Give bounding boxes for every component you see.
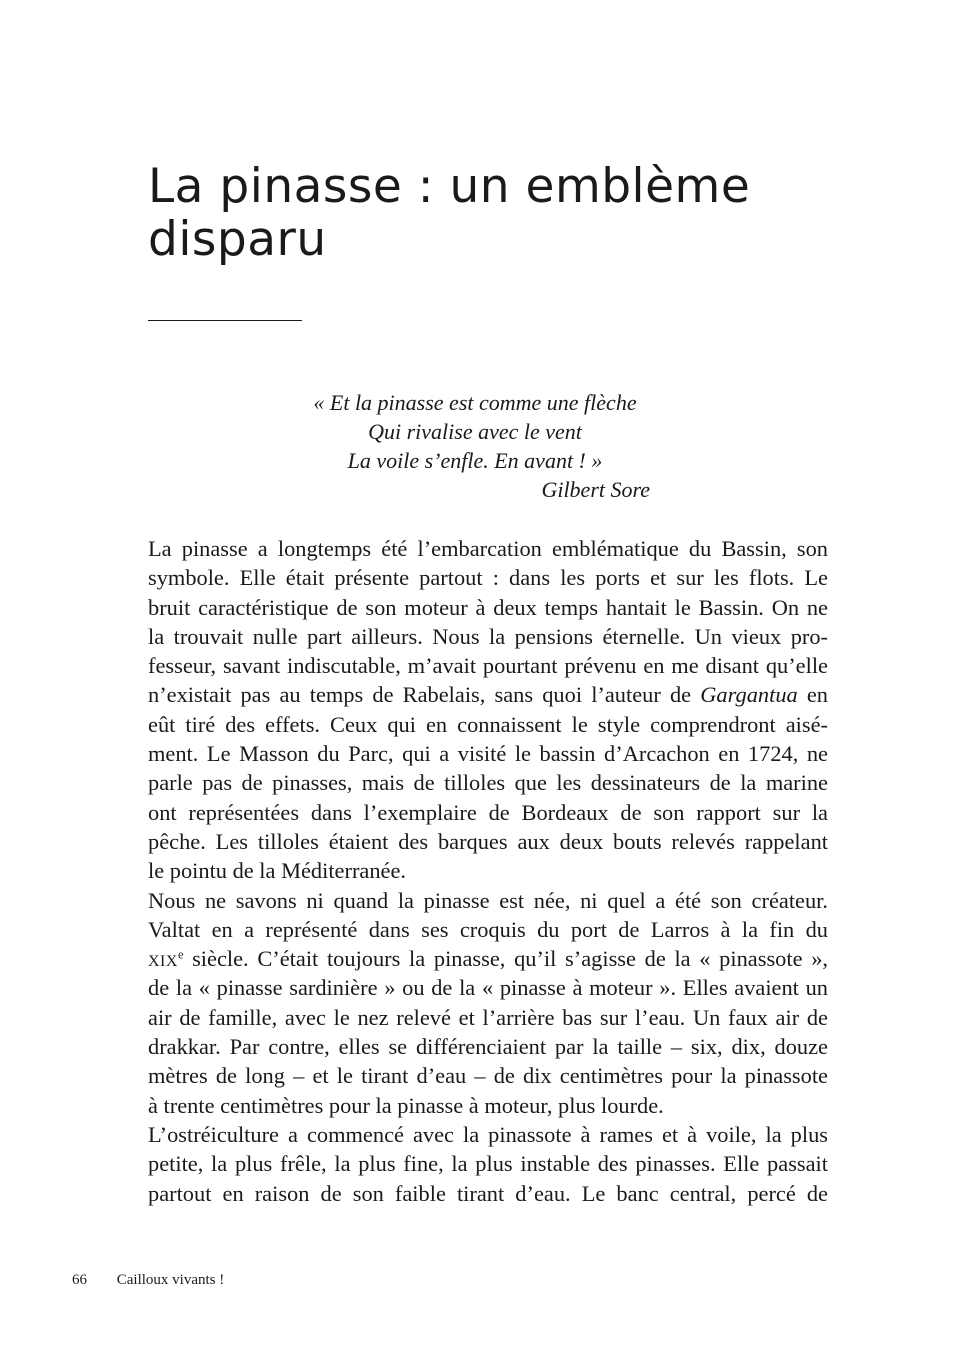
chapter-title-line-2: disparu bbox=[148, 212, 327, 267]
epigraph-line: « Et la pinasse est comme une flèche bbox=[313, 390, 637, 415]
body-line: partout en raison de son faible tirant d’eau. Le banc central, percé de bbox=[148, 1180, 828, 1206]
body-line: la trouvait nulle part ailleurs. Nous la pensions éternelle. Un vieux pro- bbox=[148, 623, 828, 649]
body-line: ment. Le Masson du Parc, qui a visité le bassin d’Arcachon en 1724, ne bbox=[148, 741, 828, 767]
epigraph-author: Gilbert Sore bbox=[541, 477, 650, 502]
body-line: Valtat en a représenté dans ses croquis du port de Larros à la fin du bbox=[148, 916, 828, 942]
body-line: air de famille, avec le nez relevé et l’arrière bas sur l’eau. Un faux air de bbox=[148, 1004, 828, 1030]
body-line-text: n’existait pas au temps de Rabelais, sans quoi l’auteur de bbox=[148, 682, 701, 708]
body-line: pêche. Les tilloles étaient des barques aux deux bouts relevés rappelant bbox=[148, 828, 828, 854]
body-text bbox=[148, 534, 828, 1208]
body-line: Nous ne savons ni quand la pinasse est née, ni quel a été son créateur. bbox=[148, 887, 828, 913]
epigraph-line: Qui rivalise avec le vent bbox=[368, 419, 582, 444]
body-line: parle pas de pinasses, mais de tilloles que les dessinateurs de la marine bbox=[148, 770, 828, 796]
chapter-title-line-1: La pinasse : un emblème bbox=[148, 159, 751, 214]
body-line: fesseur, savant indiscutable, m’avait pourtant prévenu en me disant qu’elle bbox=[148, 653, 828, 679]
body-line: à trente centimètres pour la pinasse à moteur, plus lourde. bbox=[148, 1092, 664, 1118]
body-line: La pinasse a longtemps été l’embarcation emblématique du Bassin, son bbox=[148, 536, 828, 561]
epigraph bbox=[300, 388, 650, 504]
body-line: petite, la plus frêle, la plus fine, la plus instable des pinasses. Elle passait bbox=[148, 1151, 828, 1177]
chapter-title bbox=[148, 160, 828, 266]
body-line: bruit caractéristique de son moteur à deux temps hantait le Bassin. On ne bbox=[148, 594, 828, 620]
body-line: mètres de long – et le tirant d’eau – de dix centimètres pour la pinassote bbox=[148, 1063, 828, 1089]
body-line-text: siècle. C’était toujours la pinasse, qu’il s’agisse de la « pinassote », bbox=[183, 946, 828, 972]
body-line: le pointu de la Méditerranée. bbox=[148, 858, 407, 884]
body-line bbox=[148, 680, 828, 709]
body-line: de la « pinasse sardinière » ou de la « pinasse à moteur ». Elles avaient un bbox=[148, 975, 828, 1001]
century-superscript: e bbox=[177, 947, 184, 962]
book-title-gargantua: Gargantua bbox=[700, 682, 798, 708]
body-line: symbole. Elle était présente partout : dans les ports et sur les flots. Le bbox=[148, 565, 828, 591]
body-line: drakkar. Par contre, elles se différenciaient par la taille – six, dix, douze bbox=[148, 1034, 828, 1060]
body-line: L’ostréiculture a commencé avec la pinassote à rames et à voile, la plus bbox=[148, 1121, 828, 1147]
century-numeral: xix bbox=[148, 946, 178, 972]
body-line-text: en bbox=[797, 682, 829, 708]
page-number: 66 bbox=[72, 1272, 87, 1288]
page-footer bbox=[72, 1270, 224, 1290]
body-line: eût tiré des effets. Ceux qui en connaissent le style comprendront aisé- bbox=[148, 711, 828, 737]
epigraph-line: La voile s’enfle. En avant ! » bbox=[347, 448, 603, 473]
body-line: ont représentées dans l’exemplaire de Bordeaux de son rapport sur la bbox=[148, 799, 828, 825]
body-line bbox=[148, 944, 828, 973]
title-divider bbox=[148, 320, 302, 321]
running-footer-title: Cailloux vivants ! bbox=[116, 1272, 225, 1288]
